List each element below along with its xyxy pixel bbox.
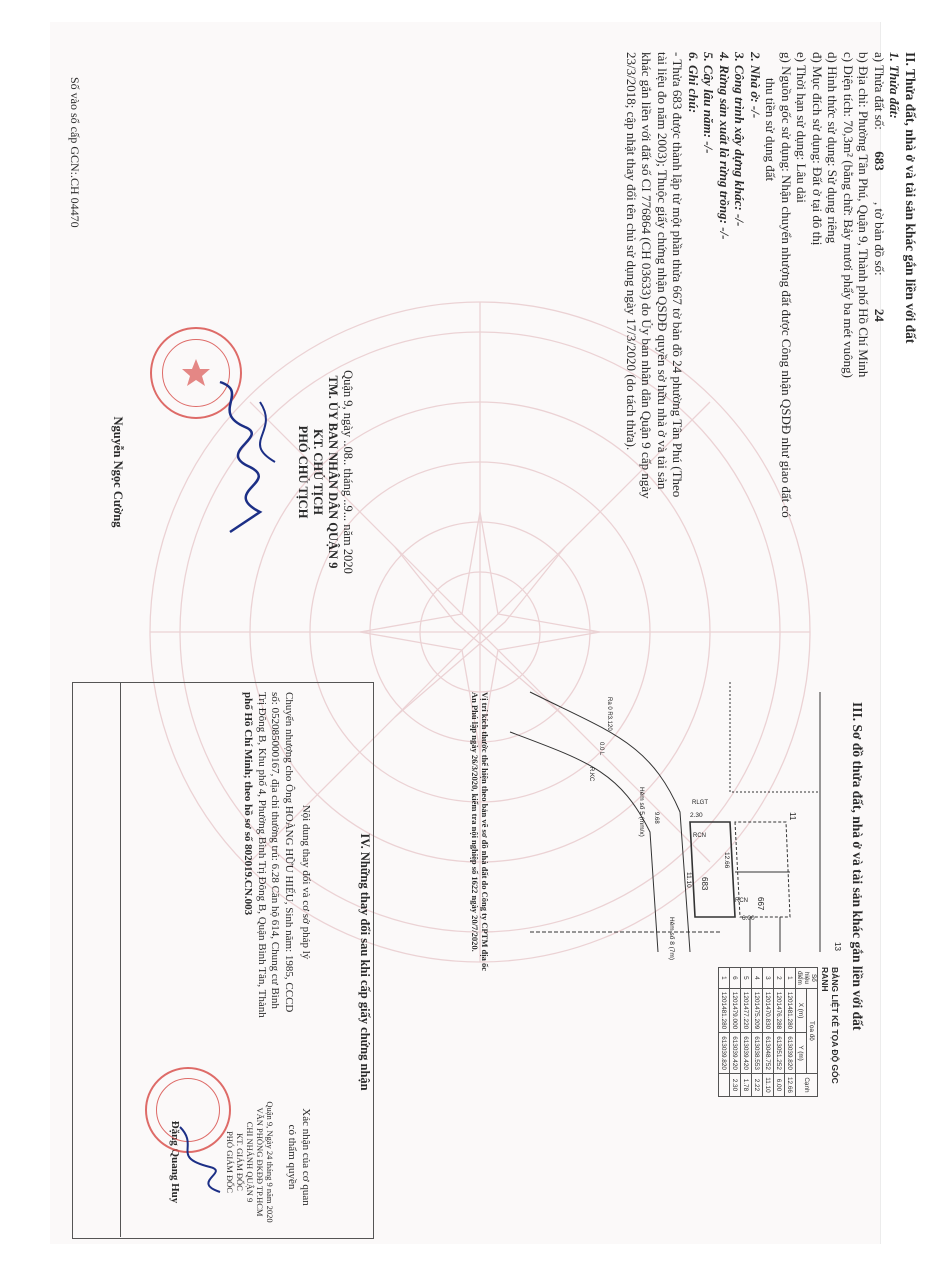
- changes-col2-header-2: có thẩm quyền: [286, 1124, 299, 1190]
- parcel-info-page: [588, 52, 918, 652]
- note-line-3: khác gắn liền với đất số CI 776864 (CH 03633) do Ủy ban nhân dân Quận 9 cấp ngày: [639, 52, 655, 499]
- confirm-date: Quận 9, Ngày 24 tháng 9 năm 2020: [265, 1101, 275, 1223]
- district-signature: [190, 372, 300, 542]
- signer-name: Nguyễn Ngọc Cường: [111, 416, 125, 528]
- coordinate-table: [718, 967, 818, 1097]
- map-edge-1266: 12.66: [723, 852, 730, 869]
- changes-col2-header-1: Xác nhận của cơ quan: [300, 1108, 312, 1206]
- changes-content-1: Chuyển nhượng cho Ông HOÀNG HỮU HIẾU, Sinh năm: 1985, CCCD: [283, 692, 295, 1013]
- perennial-line: 5. Cây lâu năm: -/-: [701, 52, 717, 154]
- coordinate-row: [774, 968, 785, 1097]
- changes-title: IV. Những thay đổi sau khi cấp giấy chứng nhận: [358, 833, 372, 1091]
- map-rkc: R.KC: [588, 767, 594, 782]
- parcel-number-line: [872, 52, 888, 652]
- parcel-heading: 1. Thửa đất:: [887, 52, 903, 119]
- map-label-alley: Hẻm số 5 (mm/x): [638, 787, 645, 837]
- coordinate-cell: 1201477.220: [741, 988, 752, 1032]
- coordinate-cell: [719, 1073, 730, 1096]
- confirm-signer: Đặng Quang Huy: [169, 1120, 181, 1204]
- registration-signature: [160, 1117, 250, 1197]
- changes-col-2: [285, 1077, 312, 1237]
- survey-note-line-2: An Phú lập ngày 26/3/2020, kiểm tra nội nghiệp số 1622 ngày 20/7/2020.: [470, 692, 480, 952]
- changes-divider: [120, 682, 121, 1237]
- usage-purpose-line: đ) Mục đích sử dụng: Đất ở tại đô thị: [810, 52, 825, 246]
- construction-line: 3. Công trình xây dựng khác: -/-: [732, 52, 748, 227]
- notes-heading: 6. Ghi chú:: [686, 52, 701, 114]
- map-sheet-label: , tờ bản đồ số:: [872, 201, 887, 276]
- col-edge: Cạnh: [796, 1073, 818, 1096]
- map-rlgt: RLGT: [692, 800, 709, 806]
- coordinate-row: [785, 968, 796, 1097]
- address-line: b) Địa chỉ: Phường Tân Phú, Quận 9, Thành phố Hồ Chí Minh: [856, 52, 872, 378]
- coordinate-row: [730, 968, 741, 1097]
- coordinate-cell: 2: [774, 968, 785, 989]
- changes-header: [357, 692, 372, 1232]
- coordinate-cell: 1: [719, 968, 730, 989]
- coordinate-row: [719, 968, 730, 1097]
- map-rcn-2: RCN: [693, 833, 706, 839]
- authority-line-3: PHÓ CHỦ TỊCH: [296, 425, 310, 519]
- changes-content: [241, 692, 295, 1072]
- confirm-role-2: PHÓ GIÁM ĐỐC: [225, 1131, 235, 1193]
- col-coord-group: Tọa độ: [807, 988, 818, 1073]
- map-v2: 9.68: [653, 812, 659, 824]
- coordinate-cell: 1201470.830: [763, 988, 774, 1032]
- map-label-11: 11: [788, 812, 797, 821]
- coordinate-cell: 613039.420: [741, 1033, 752, 1074]
- coordinate-cell: 1.78: [741, 1073, 752, 1096]
- coordinate-cell: 613038.553: [752, 1033, 763, 1074]
- changes-content-4: phố Hồ Chí Minh; theo hồ sơ số 802019.CN.003: [242, 692, 255, 916]
- map-ra: Ra 0 R3.120: [606, 697, 612, 731]
- changes-col-1: [299, 692, 313, 1072]
- map-v1: 0.0 L: [598, 742, 604, 756]
- map-edge-1110: 11.10: [685, 872, 692, 888]
- coordinate-row: [763, 968, 774, 1097]
- map-edge-230: 2.30: [690, 812, 703, 819]
- changes-content-3: Trị Đông B, Khu phố 4, Phường Bình Trị Đông B, Quận Bình Tân, Thành: [256, 692, 268, 1018]
- register-number: Số vào sổ cấp GCN:.CH 04470: [68, 77, 82, 228]
- section-iii-header: [849, 702, 865, 1262]
- coordinate-cell: 3: [763, 968, 774, 989]
- coordinate-cell: 4: [752, 968, 763, 989]
- coordinate-cell: 11.10: [763, 1073, 774, 1096]
- issue-date: Quận 9, ngày ..08.. tháng ..9... năm 2020: [341, 370, 355, 574]
- coordinate-cell: 2.30: [730, 1073, 741, 1096]
- changes-content-2: số: 052085000167, địa chỉ thường trú: 6.28 Căn hộ 614, Chung cư Bình: [269, 692, 282, 1009]
- coordinate-cell: 613039.820: [785, 1033, 796, 1074]
- area-line: c) Diện tích: 70,3m² (bằng chữ: Bảy mươi phẩy ba mét vuông): [841, 52, 856, 378]
- col-x: X (m): [796, 988, 807, 1032]
- coordinate-cell: 2.22: [752, 1073, 763, 1096]
- coordinate-cell: 1201481.280: [785, 988, 796, 1032]
- coordinate-cell: 613051.252: [774, 1033, 785, 1074]
- survey-note: [470, 692, 490, 1112]
- coordinate-table-title: BẢNG LIỆT KÊ TỌA ĐỘ GÓC RANH: [820, 967, 840, 1084]
- section-iii-title: III. Sơ đồ thửa đất, nhà ở và tài sản khác gắn liền với đất: [850, 702, 865, 1031]
- section-ii-title: II. Thửa đất, nhà ở và tài sản khác gắn liền với đất: [903, 52, 918, 344]
- coordinate-cell: 1201479.000: [730, 988, 741, 1032]
- map-rcn-1: RCN: [735, 898, 748, 904]
- parcel-no-label: a) Thửa đất số:: [872, 52, 887, 130]
- coordinate-table-block: [718, 967, 840, 1097]
- coordinate-cell: 6: [730, 968, 741, 989]
- map-sheet: 24: [872, 308, 887, 322]
- origin-line-2: thu tiền sử dụng đất: [763, 78, 779, 182]
- col-point: Số hiệu điểm: [796, 968, 818, 989]
- certificate-sheet: [50, 22, 918, 1244]
- map-label-667: 667: [756, 897, 765, 911]
- confirm-office: VĂN PHÒNG ĐKĐĐ TP.HCM: [255, 1107, 265, 1217]
- survey-note-line-1: Vị trí kích thước thể hiện theo bản vẽ sơ đồ nhà đất do Công ty CPTM địa ốc: [480, 692, 490, 971]
- authority-line-2: KT. CHỦ TỊCH: [311, 428, 325, 515]
- house-line: 2. Nhà ở: -/-: [748, 52, 763, 119]
- note-line-1: - Thửa 683 được thành lập từ một phần thửa 667 tờ bản đồ 24 phường Tân Phú (Theo: [670, 52, 686, 498]
- note-line-2: tài liệu đo năm 2003); Thuộc giấy chứng nhận QSDĐ quyền sở hữu nhà ở và tài sản: [655, 52, 670, 490]
- usage-form-line: d) Hình thức sử dụng: Sử dụng riêng: [825, 52, 841, 244]
- coordinate-cell: 5: [741, 968, 752, 989]
- coordinate-cell: 613048.752: [763, 1033, 774, 1074]
- confirm-role-1: KT. GIÁM ĐỐC: [235, 1133, 245, 1191]
- authority-line-1: TM. ỦY BAN NHÂN DÂN QUẬN 9: [326, 375, 340, 569]
- map-label-alley-8: Hẻm số 8 (7m): [668, 917, 675, 960]
- note-line-4: 23/3/2018; cập nhật thay đổi tên chủ sử dụng ngày 17/3/2020 (do tách thửa).: [624, 52, 639, 451]
- changes-col1-header: Nội dung thay đổi và cơ sở pháp lý: [300, 804, 312, 960]
- origin-line: g) Nguồn gốc sử dụng: Nhận chuyển nhượng đất được Công nhận QSDĐ như giao đất có: [779, 52, 794, 518]
- coordinate-cell: 6.00: [774, 1073, 785, 1096]
- coordinate-cell: 613039.820: [719, 1033, 730, 1074]
- parcel-map: [490, 672, 840, 962]
- map-label-683: 683: [700, 877, 709, 891]
- parcel-no: 683: [872, 151, 887, 171]
- map-edge-600: 6.00: [742, 915, 755, 922]
- coordinate-cell: 613039.420: [730, 1033, 741, 1074]
- coordinate-cell: 1201475.209: [752, 988, 763, 1032]
- issue-register-footer: [67, 77, 82, 477]
- coordinate-row: [752, 968, 763, 1097]
- confirm-branch: CHI NHÁNH QUẬN 9: [245, 1121, 255, 1203]
- map-label-13: 13: [833, 942, 842, 951]
- col-y: Y (m): [796, 1033, 807, 1074]
- coordinate-row: [741, 968, 752, 1097]
- usage-term-line: e) Thời hạn sử dụng: Lâu dài: [794, 52, 810, 203]
- forest-line: 4. Rừng sản xuất là rừng trồng: -/-: [717, 52, 732, 240]
- coordinate-cell: 1201476.288: [774, 988, 785, 1032]
- coordinate-cell: 12.66: [785, 1073, 796, 1096]
- coordinate-cell: 1201481.280: [719, 988, 730, 1032]
- coordinate-cell: 1: [785, 968, 796, 989]
